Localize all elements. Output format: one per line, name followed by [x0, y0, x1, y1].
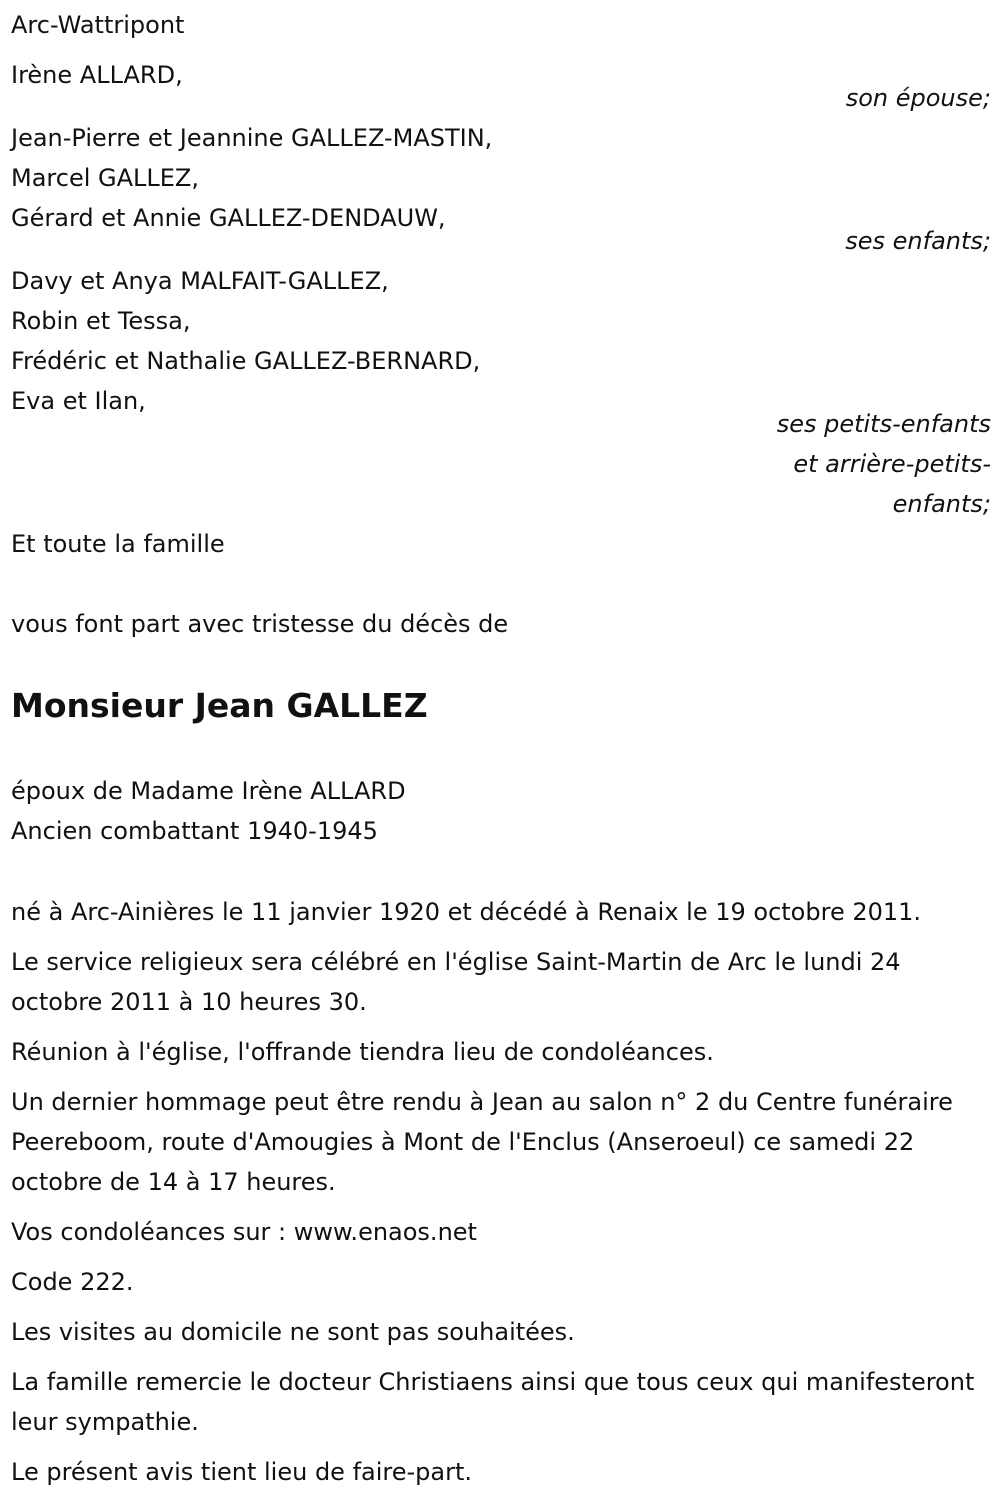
grandchildren-role: et arrière-petits-: [793, 450, 991, 478]
faire-part-paragraph: Le présent avis tient lieu de faire-part.: [11, 1458, 473, 1486]
family-line: Et toute la famille: [11, 530, 225, 558]
grandchild-name: Eva et Ilan,: [11, 387, 146, 415]
thanks-paragraph: La famille remercie le docteur Christiaens ainsi que tous ceux qui manifesteront leur sympathie.: [11, 1368, 975, 1436]
notice-body: [11, 892, 991, 1492]
children-role: ses enfants;: [845, 227, 991, 255]
birth-death-paragraph: né à Arc-Ainières le 11 janvier 1920 et décédé à Renaix le 19 octobre 2011.: [11, 898, 922, 926]
grandchild-name: Robin et Tessa,: [11, 307, 191, 335]
deceased-name: Monsieur Jean GALLEZ: [11, 686, 428, 725]
grandchildren-role: ses petits-enfants: [776, 410, 991, 438]
condolences-paragraph: Vos condoléances sur : www.enaos.net: [11, 1218, 477, 1246]
spouse-name: Irène ALLARD,: [11, 61, 183, 89]
detail-line: Ancien combattant 1940-1945: [11, 817, 378, 845]
detail-line: époux de Madame Irène ALLARD: [11, 777, 406, 805]
child-name: Marcel GALLEZ,: [11, 164, 200, 192]
spouse-role: son épouse;: [845, 84, 991, 112]
child-name: Gérard et Annie GALLEZ-DENDAUW,: [11, 204, 446, 232]
child-name: Jean-Pierre et Jeannine GALLEZ-MASTIN,: [11, 124, 493, 152]
grandchild-name: Davy et Anya MALFAIT-GALLEZ,: [11, 267, 389, 295]
service-paragraph: Le service religieux sera célébré en l'église Saint-Martin de Arc le lundi 24 octobre 2011 à 10 heures 30.: [11, 948, 901, 1016]
visits-paragraph: Les visites au domicile ne sont pas souhaitées.: [11, 1318, 575, 1346]
grandchildren-role: enfants;: [892, 490, 991, 518]
tribute-paragraph: Un dernier hommage peut être rendu à Jean au salon n° 2 du Centre funéraire Peereboom, route d'Amougies à Mont de l'Enclus (Anseroeul) ce samedi 22 octobre de 14 à 17 heures.: [11, 1088, 953, 1196]
grandchild-name: Frédéric et Nathalie GALLEZ-BERNARD,: [11, 347, 481, 375]
announcement: vous font part avec tristesse du décès de: [11, 610, 509, 638]
location: Arc-Wattripont: [11, 11, 185, 39]
code-paragraph: Code 222.: [11, 1268, 134, 1296]
reunion-paragraph: Réunion à l'église, l'offrande tiendra lieu de condoléances.: [11, 1038, 714, 1066]
